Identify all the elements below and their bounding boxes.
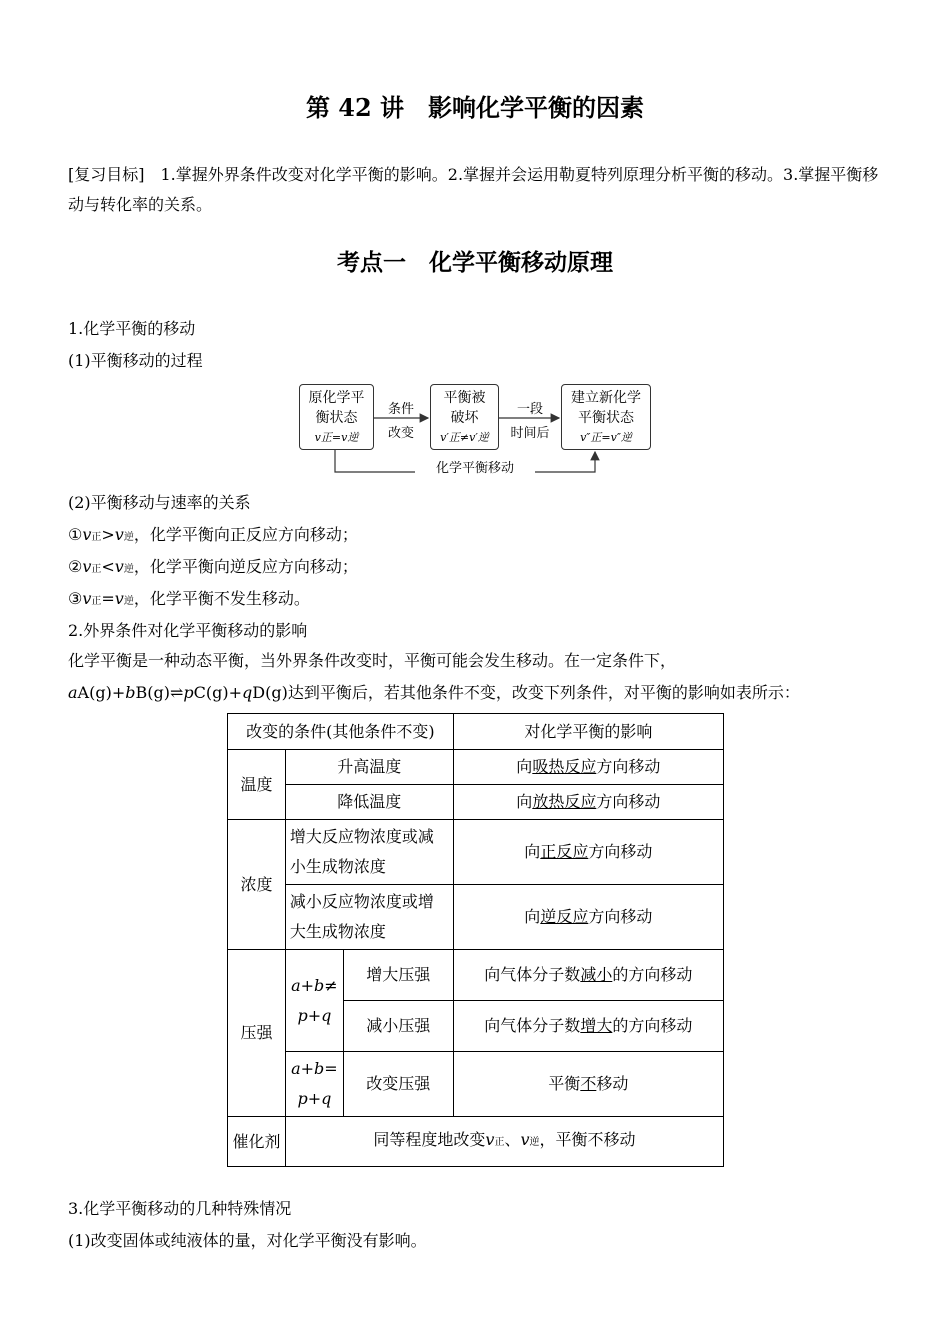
table-row (228, 820, 724, 885)
cell-pressure-up: 增大压强 (343, 950, 453, 1001)
box-equilibrium-broken: 平衡被 破坏 v′正≠v′逆 (430, 384, 499, 450)
cell-catalyst-effect: 同等程度地改变v正、v逆，平衡不移动 (285, 1117, 723, 1167)
table-row (228, 750, 724, 785)
cell-conc-1: 增大反应物浓度或减小生成物浓度 (285, 820, 453, 885)
review-goals (68, 160, 880, 220)
arrow-1-bottom-label: 改变 (387, 426, 414, 441)
cell-pressure-down: 减小压强 (343, 1001, 453, 1052)
box-new-equilibrium: 建立新化学 平衡状态 v″正=v″逆 (561, 384, 651, 450)
cell-temperature: 温度 (228, 750, 286, 820)
arrow-2-bottom-label: 时间后 (510, 426, 550, 441)
cell-pressure: 压强 (228, 950, 286, 1117)
review-label: [复习目标] (68, 165, 145, 184)
rate-item-3: ③v正=v逆，化学平衡不发生移动。 (68, 589, 310, 608)
header-condition: 改变的条件(其他条件不变) (228, 714, 454, 750)
cell-conc-2-effect: 向逆反应方向移动 (453, 885, 723, 950)
rate-item-1: ①v正>v逆，化学平衡向正反应方向移动； (68, 525, 358, 544)
cell-catalyst: 催化剂 (228, 1117, 286, 1167)
equilibrium-shift-diagram (299, 384, 651, 478)
arrow-2-top-label: 一段 (516, 402, 543, 417)
cell-pressure-change-effect: 平衡不移动 (453, 1052, 723, 1117)
cell-temp-up: 升高温度 (285, 750, 453, 785)
lecture-title: 第 42 讲 影响化学平衡的因素 (305, 93, 645, 122)
cell-cond-equal: a+b= p+q (285, 1052, 343, 1117)
cell-pressure-up-effect: 向气体分子数减小的方向移动 (453, 950, 723, 1001)
cell-pressure-change: 改变压强 (343, 1052, 453, 1117)
rate-item-2: ②v正<v逆，化学平衡向逆反应方向移动； (68, 557, 358, 576)
cell-cond-not-equal: a+b≠ p+q (285, 950, 343, 1052)
heading-1-1: (1)平衡移动的过程 (68, 351, 203, 370)
table-row (228, 950, 724, 1001)
heading-3-1: (1)改变固体或纯液体的量，对化学平衡没有影响。 (68, 1231, 427, 1250)
header-effect: 对化学平衡的影响 (453, 714, 723, 750)
cell-pressure-down-effect: 向气体分子数增大的方向移动 (453, 1001, 723, 1052)
box-original-equilibrium: 原化学平 衡状态 v正=v逆 (299, 384, 374, 450)
heading-3: 3.化学平衡移动的几种特殊情况 (68, 1199, 292, 1218)
conditions-table (227, 713, 724, 1167)
heading-1: 1.化学平衡的移动 (68, 319, 196, 338)
cell-concentration: 浓度 (228, 820, 286, 950)
cell-conc-2: 减小反应物浓度或增大生成物浓度 (285, 885, 453, 950)
intro-paragraph: 化学平衡是一种动态平衡，当外界条件改变时，平衡可能会发生移动。在一定条件下，aA(g)+bB(g)⇌pC(g)+qD(g)达到平衡后，若其他条件不变，改变下列条件，对平衡的影响如表所示： (68, 651, 800, 702)
cell-temp-down: 降低温度 (285, 785, 453, 820)
cell-conc-1-effect: 向正反应方向移动 (453, 820, 723, 885)
arrow-1-top-label: 条件 (387, 402, 414, 417)
table-row (228, 785, 724, 820)
review-text: 1.掌握外界条件改变对化学平衡的影响。2.掌握并会运用勒夏特列原理分析平衡的移动。3.掌握平衡移动与转化率的关系。 (68, 165, 879, 214)
cell-temp-down-effect: 向放热反应方向移动 (453, 785, 723, 820)
heading-2: 2.外界条件对化学平衡移动的影响 (68, 621, 308, 640)
cell-temp-up-effect: 向吸热反应方向移动 (453, 750, 723, 785)
heading-1-2: (2)平衡移动与速率的关系 (68, 493, 251, 512)
bottom-label: 化学平衡移动 (415, 457, 535, 476)
table-row (228, 714, 724, 750)
table-row (228, 1117, 724, 1167)
section-title: 考点一 化学平衡移动原理 (337, 249, 613, 276)
table-row (228, 885, 724, 950)
table-row (228, 1052, 724, 1117)
